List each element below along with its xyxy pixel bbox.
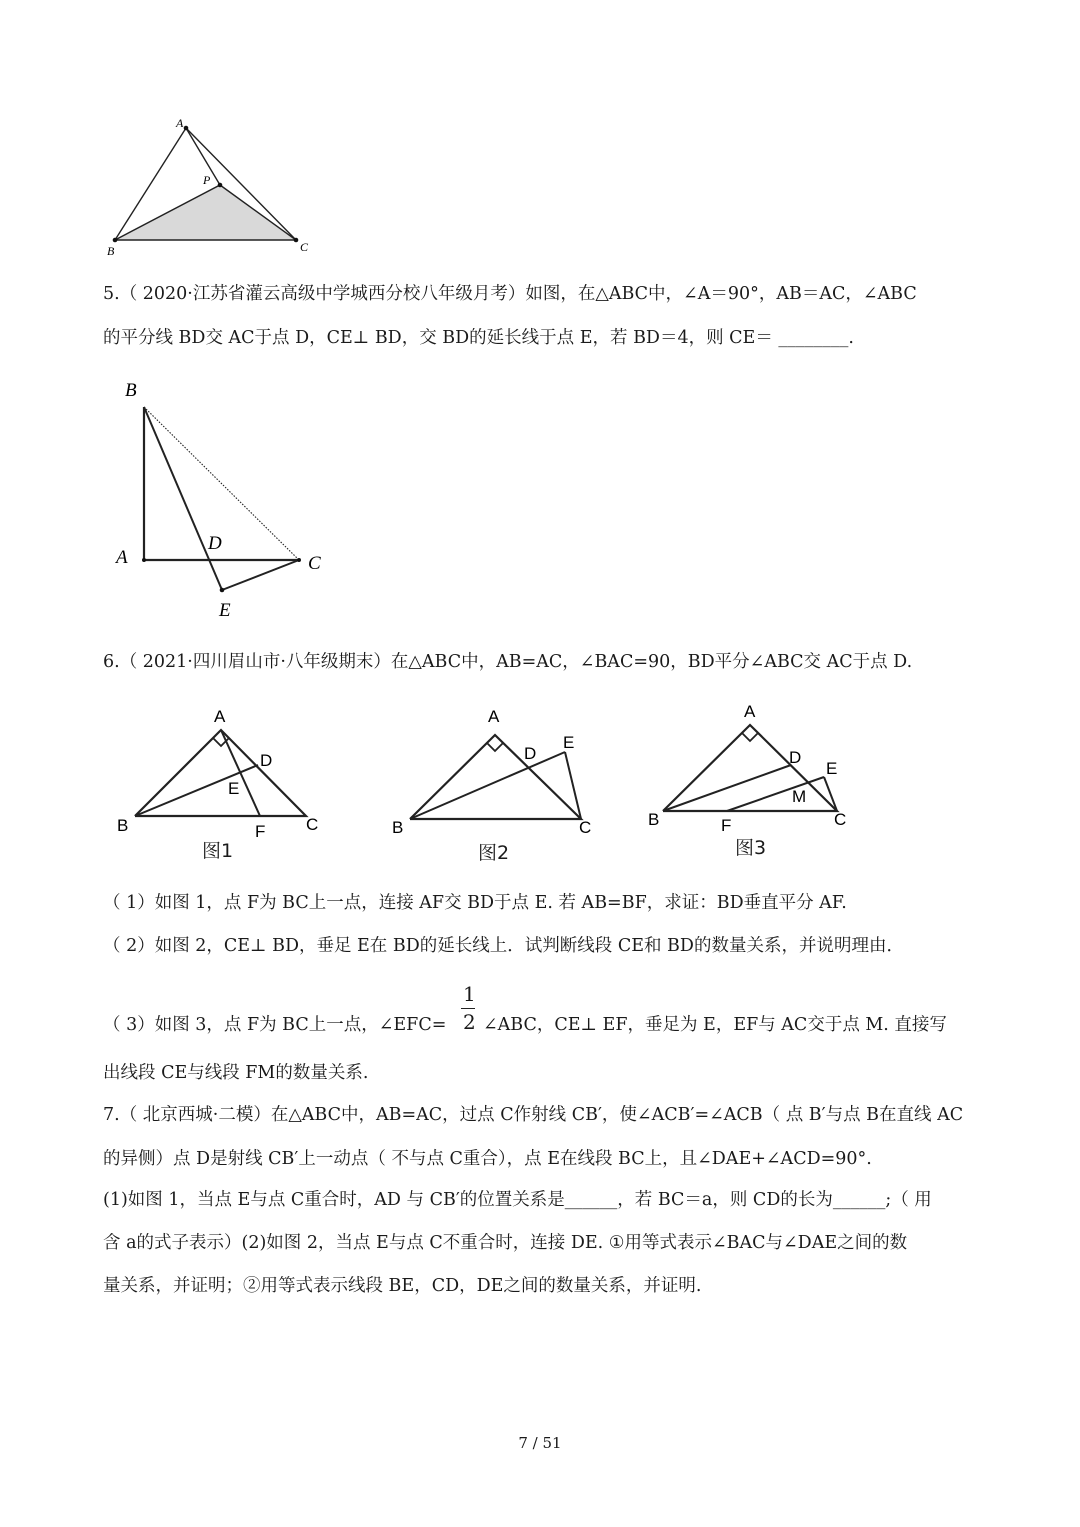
right-angle-mark <box>742 733 758 741</box>
page-number: 7 / 51 <box>518 1434 562 1452</box>
fraction-denominator: 2 <box>463 1010 476 1034</box>
figure-triangle-abp <box>100 110 330 270</box>
label-a: A <box>488 707 500 726</box>
q7-line-2: 的异侧）点 D是射线 CB′上一动点（ 不与点 C重合），点 E在线段 BC上，且∠DAE+∠ACD=90°. <box>103 1149 872 1169</box>
point-e <box>220 588 225 593</box>
label-e: E <box>219 600 231 621</box>
point-b <box>113 238 118 243</box>
label-e: E <box>228 779 240 798</box>
label-a: A <box>116 547 128 568</box>
label-c: C <box>308 553 321 574</box>
q6-sub-1: （ 1）如图 1，点 F为 BC上一点，连接 AF交 BD于点 E. 若 AB=BF，求证：BD垂直平分 AF. <box>103 893 847 913</box>
label-b: B <box>125 380 137 401</box>
figure-q5-right-triangle <box>105 370 345 630</box>
q7-line-1: 7.（ 北京西城·二模）在△ABC中，AB=AC，过点 C作射线 CB′，使∠ACB′=∠ACB（ 点 B′与点 B在直线 AC <box>103 1105 964 1125</box>
label-c: C <box>300 240 309 254</box>
segment-bd <box>663 765 791 811</box>
segment-ce <box>222 560 299 590</box>
segment-be <box>410 752 565 819</box>
label-c: C <box>306 815 319 834</box>
q6-line-1: 6.（ 2021·四川眉山市·八年级期末）在△ABC中，AB=AC，∠BAC=90，BD平分∠ABC交 AC于点 D. <box>103 652 913 672</box>
figure-q6-fig1 <box>110 700 340 840</box>
label-a: A <box>744 702 756 721</box>
label-c: C <box>579 818 592 837</box>
figure-q6-fig3 <box>645 695 875 835</box>
label-d: D <box>524 744 537 763</box>
label-c: C <box>834 810 847 829</box>
point-c <box>297 558 301 562</box>
right-angle-mark <box>487 743 503 751</box>
q7-line-5: 量关系，并证明；②用等式表示线段 BE，CD，DE之间的数量关系，并证明. <box>103 1276 702 1296</box>
q7-line-4: 含 a的式子表示）(2)如图 2，当点 E与点 C不重合时，连接 DE. ①用等式表示∠BAC与∠DAE之间的数 <box>103 1233 908 1253</box>
segment-be <box>144 407 222 590</box>
figure-q6-fig2 <box>385 700 615 840</box>
label-f: F <box>255 822 266 841</box>
caption-fig1: 图1 <box>202 840 234 862</box>
q6-sub-3-line-2: 出线段 CE与线段 FM的数量关系. <box>103 1063 369 1083</box>
label-b: B <box>648 810 660 829</box>
q6-sub-3-prefix: （ 3）如图 3，点 F为 BC上一点，∠EFC= <box>103 1015 447 1035</box>
caption-fig2: 图2 <box>478 842 510 864</box>
label-d: D <box>260 751 273 770</box>
label-p: P <box>203 173 211 187</box>
point-p <box>218 183 223 188</box>
label-f: F <box>721 816 732 835</box>
label-b: B <box>392 818 404 837</box>
label-d: D <box>789 748 802 767</box>
q5-line-1: 5.（ 2020·江苏省灌云高级中学城西分校八年级月考）如图，在△ABC中，∠A＝90°，AB＝AC，∠ABC <box>103 284 917 304</box>
segment-af <box>221 730 260 816</box>
label-d: D <box>208 533 222 554</box>
point-a <box>142 558 146 562</box>
q5-line-2: 的平分线 BD交 AC于点 D，CE⊥ BD，交 BD的延长线于点 E，若 BD＝4，则 CE＝ ________. <box>103 328 854 348</box>
fraction-numerator: 1 <box>463 982 476 1006</box>
q6-sub-2: （ 2）如图 2，CE⊥ BD，垂足 E在 BD的延长线上．试判断线段 CE和 BD的数量关系，并说明理由． <box>103 936 904 956</box>
label-e: E <box>563 733 575 752</box>
label-b: B <box>107 244 115 258</box>
label-e: E <box>826 759 838 778</box>
caption-fig3: 图3 <box>735 837 767 859</box>
label-a: A <box>214 707 226 726</box>
label-m: M <box>792 787 807 806</box>
point-c <box>294 238 299 243</box>
label-b: B <box>117 816 129 835</box>
fraction-bar <box>461 1008 475 1009</box>
q6-sub-3-suffix: ∠ABC，CE⊥ EF，垂足为 E，EF与 AC交于点 M. 直接写 <box>483 1015 947 1035</box>
label-a: A <box>176 116 184 130</box>
point-a <box>184 126 189 131</box>
q7-line-3: (1)如图 1，当点 E与点 C重合时，AD 与 CB′的位置关系是______，若 BC＝a，则 CD的长为______;（ 用 <box>103 1190 932 1210</box>
segment-ec <box>565 752 581 819</box>
